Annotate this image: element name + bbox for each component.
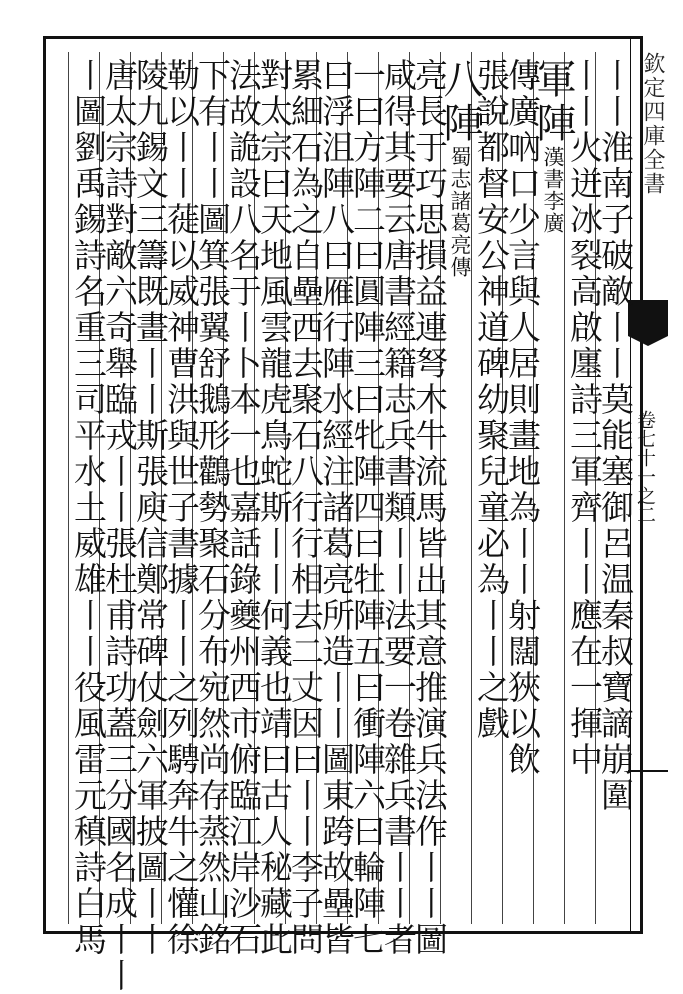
text-column: 曰浮沮陣八曰雁行陣水經注諸葛亮所造丨丨圖東跨故壘皆 [317, 58, 356, 958]
text-column: 陵九錫文三籌既畫丨丨斯張庾信鄭常碑仗劍六軍披圖丨丨 [131, 58, 170, 958]
text-column: 累細石為之自壘西去聚石八行行相去二丈因曰丨丨李子問 [286, 58, 325, 958]
text-column: 丨丨火迸冰裂高啟廛詩三軍齊丨丨應在一揮中 [565, 58, 604, 778]
text-column: 丨丨淮南子破敵丨丨莫能塞御呂温秦叔寶謫崩圍 [596, 58, 635, 814]
text-column: 傳廣吶口少言與人居則畫地為丨丨射闊狹以飲 [503, 58, 542, 778]
book-title: 欽定四庫全書 [640, 52, 665, 196]
text-column: 對太宗曰天地風雲龍虎鳥蛇斯丨丨何義也靖曰古人秘藏此 [255, 58, 294, 958]
text-column: 一曰方陣二曰圓陣三曰牝陣四曰牡陣五曰衝陣六曰輪陣七 [348, 58, 387, 958]
text-column: 勒以丨丨蓰以威神曹洪與世子書據丨丨之列騁奔牛之懽徐 [162, 58, 201, 958]
entry-heading: 軍陣 [530, 58, 576, 146]
text-column: 丨圖劉禹錫詩名重三司平水土威雄丨丨役風雷元稹詩白馬 [69, 58, 108, 958]
text-column: 張說都督安公神道碑幼聚兒童必為丨丨之戲 [472, 58, 511, 742]
volume-label: 卷七十一之二 [634, 410, 656, 524]
entry-note: 漢書李廣 [541, 146, 565, 234]
text-column: 法故詭設八名于丨卜本一也嘉話錄夔州西市俯臨江岸沙石 [224, 58, 263, 958]
text-column: 亮長于巧思損益連弩木牛流馬皆出其意推演兵法作丨丨圖 [410, 58, 449, 958]
entry-heading: 八陣 [437, 58, 483, 146]
text-column: 咸得其要云唐書經籍志兵書類丨丨法要一卷雜兵書丨丨者 [379, 58, 418, 958]
text-columns [58, 52, 635, 994]
text-column: 下有丨丨圖箕張翼舒鵝形鸛勢聚石分布宛然尚存蒸然山銘 [193, 58, 232, 958]
entry-note: 蜀志諸葛亮傳 [448, 146, 472, 278]
text-column: 唐太宗詩對敵六奇舉臨戎丨丨張杜甫詩功蓋三分國名成丨丨 [100, 58, 139, 994]
